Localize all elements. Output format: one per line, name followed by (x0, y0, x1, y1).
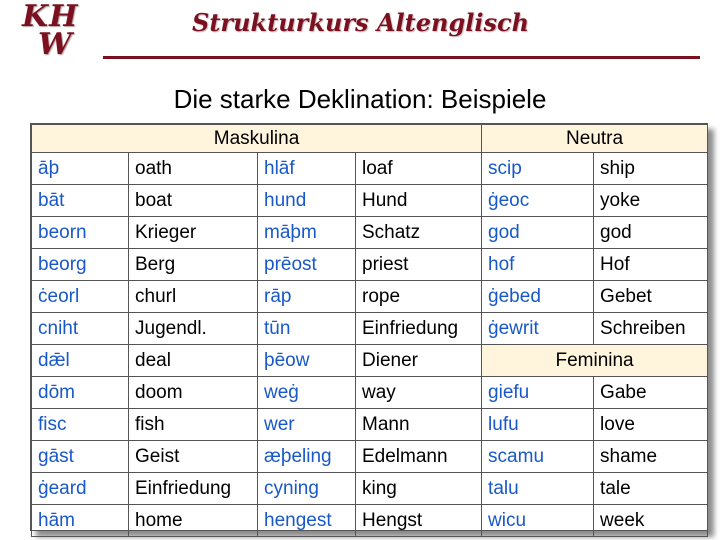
masculine-oe-word: tūn (258, 313, 356, 345)
masculine-gloss: loaf (356, 153, 482, 185)
neuter-oe-word: ġewrit (482, 313, 594, 345)
feminine-gloss: week (594, 505, 708, 537)
table-row (32, 345, 708, 377)
declension-table-body (32, 125, 708, 537)
feminine-oe-word: wicu (482, 505, 594, 537)
masculine-gloss: king (356, 473, 482, 505)
neuter-oe-word: scip (482, 153, 594, 185)
masculine-gloss: Edelmann (356, 441, 482, 473)
masculine-oe-word: āþ (32, 153, 129, 185)
masculine-oe-word: hām (32, 505, 129, 537)
feminine-oe-word: giefu (482, 377, 594, 409)
table-row (32, 153, 708, 185)
feminine-oe-word: scamu (482, 441, 594, 473)
masculine-gloss: Diener (356, 345, 482, 377)
header-rule (103, 56, 700, 59)
khw-logo (4, 2, 94, 60)
neuter-gloss: yoke (594, 185, 708, 217)
masculine-oe-word: þēow (258, 345, 356, 377)
masculine-oe-word: ċeorl (32, 281, 129, 313)
masculine-gloss: Jugendl. (129, 313, 258, 345)
feminine-oe-word: lufu (482, 409, 594, 441)
masculine-gloss: Einfriedung (129, 473, 258, 505)
feminine-gloss: love (594, 409, 708, 441)
feminine-gloss: shame (594, 441, 708, 473)
masculine-oe-word: fisc (32, 409, 129, 441)
table-header-row (32, 125, 708, 153)
masculine-oe-word: gāst (32, 441, 129, 473)
feminine-header: Feminina (482, 345, 708, 377)
table-row (32, 505, 708, 537)
course-title: Strukturkurs Altenglisch (192, 8, 530, 37)
masculine-oe-word: hlāf (258, 153, 356, 185)
masculine-oe-word: beorn (32, 217, 129, 249)
slide-title: Die starke Deklination: Beispiele (173, 84, 547, 114)
declension-table-frame (30, 123, 708, 531)
masculine-gloss: deal (129, 345, 258, 377)
masculine-gloss: oath (129, 153, 258, 185)
masculine-oe-word: prēost (258, 249, 356, 281)
neuter-gloss: god (594, 217, 708, 249)
masculine-gloss: churl (129, 281, 258, 313)
masculine-gloss: doom (129, 377, 258, 409)
neuter-oe-word: ġebed (482, 281, 594, 313)
masculine-oe-word: hengest (258, 505, 356, 537)
masculine-gloss: priest (356, 249, 482, 281)
masculine-gloss: fish (129, 409, 258, 441)
table-row (32, 441, 708, 473)
masculine-oe-word: æþeling (258, 441, 356, 473)
logo-line-2: W (38, 27, 72, 62)
masculine-oe-word: dǣl (32, 345, 129, 377)
declension-table (31, 124, 708, 537)
masculine-gloss: Mann (356, 409, 482, 441)
feminine-gloss: Gabe (594, 377, 708, 409)
table-row (32, 281, 708, 313)
masculine-gloss: boat (129, 185, 258, 217)
masculine-oe-word: dōm (32, 377, 129, 409)
masculine-oe-word: hund (258, 185, 356, 217)
masculine-oe-word: weġ (258, 377, 356, 409)
masculine-oe-word: beorg (32, 249, 129, 281)
neuter-oe-word: hof (482, 249, 594, 281)
neuter-gloss: ship (594, 153, 708, 185)
table-row (32, 377, 708, 409)
table-row (32, 313, 708, 345)
neuter-oe-word: god (482, 217, 594, 249)
masculine-gloss: Geist (129, 441, 258, 473)
neuter-oe-word: ġeoc (482, 185, 594, 217)
masculine-gloss: home (129, 505, 258, 537)
table-row (32, 249, 708, 281)
masculine-gloss: Berg (129, 249, 258, 281)
logo-line-1: KH (22, 0, 79, 34)
masculine-oe-word: cniht (32, 313, 129, 345)
masculine-gloss: rope (356, 281, 482, 313)
masculine-gloss: Einfriedung (356, 313, 482, 345)
masculine-gloss: Schatz (356, 217, 482, 249)
masculine-oe-word: rāp (258, 281, 356, 313)
neuter-gloss: Hof (594, 249, 708, 281)
neuter-header: Neutra (482, 125, 708, 153)
masculine-gloss: Hengst (356, 505, 482, 537)
masculine-gloss: Krieger (129, 217, 258, 249)
masculine-oe-word: bāt (32, 185, 129, 217)
masculine-oe-word: ġeard (32, 473, 129, 505)
neuter-gloss: Gebet (594, 281, 708, 313)
feminine-gloss: tale (594, 473, 708, 505)
table-row (32, 409, 708, 441)
neuter-gloss: Schreiben (594, 313, 708, 345)
feminine-oe-word: talu (482, 473, 594, 505)
table-row (32, 473, 708, 505)
masculine-oe-word: cyning (258, 473, 356, 505)
masculine-oe-word: wer (258, 409, 356, 441)
table-row (32, 185, 708, 217)
masculine-oe-word: māþm (258, 217, 356, 249)
table-row (32, 217, 708, 249)
masculine-gloss: Hund (356, 185, 482, 217)
masculine-gloss: way (356, 377, 482, 409)
masculine-header: Maskulina (32, 125, 482, 153)
